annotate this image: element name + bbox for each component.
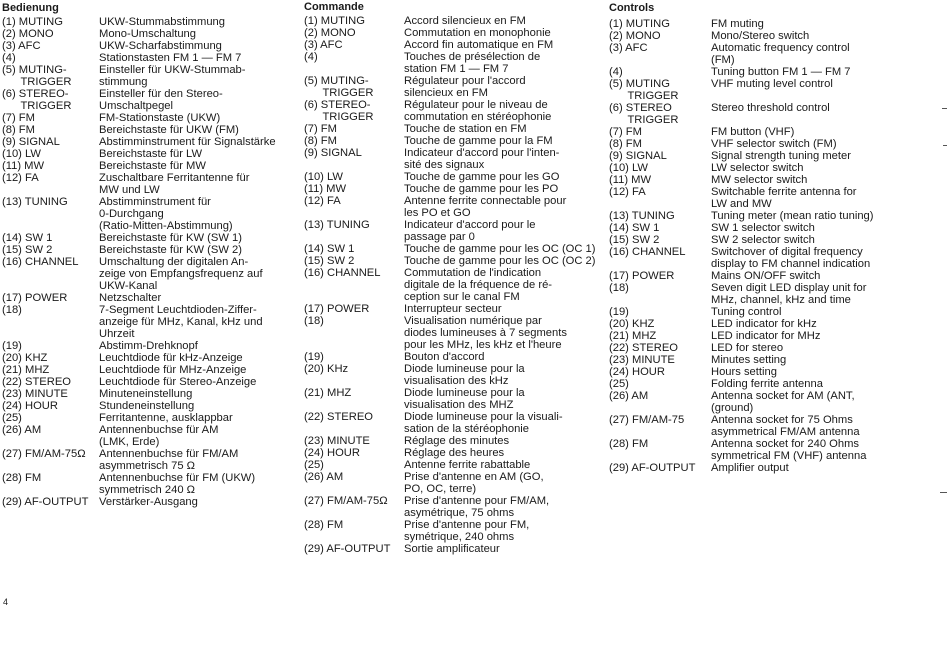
list-item — [304, 39, 604, 51]
item-description: Bouton d'accord — [404, 351, 485, 363]
item-label: (1) MUTING — [304, 15, 365, 27]
list-item — [304, 519, 604, 543]
list-item — [304, 267, 604, 303]
item-description: Prise d'antenne pour FM, symétrique, 240 ohms — [404, 519, 530, 543]
column-german — [2, 0, 300, 508]
item-description: Antennenbuchse für FM (UKW) symmetrisch 240 Ω — [99, 472, 256, 496]
list-item — [304, 303, 604, 315]
list-item — [304, 495, 604, 519]
item-description: Réglage des minutes — [404, 435, 510, 447]
item-label: (1) MUTING — [609, 18, 670, 30]
item-label: (24) HOUR — [2, 400, 58, 412]
list-item — [609, 30, 899, 42]
item-label: (1) MUTING — [2, 16, 63, 28]
list-item — [609, 66, 899, 78]
item-description: Bereichstaste für MW — [99, 160, 206, 172]
list-item — [2, 136, 300, 148]
list-item — [2, 424, 300, 448]
item-description: Minuteneinstellung — [99, 388, 193, 400]
item-description: LW selector switch — [711, 162, 804, 174]
list-item — [609, 42, 899, 66]
item-description: Antenna socket for 75 Ohms asymmetrical FM/AM antenna — [711, 414, 860, 438]
item-label: (23) MINUTE — [304, 435, 370, 447]
item-label: (14) SW 1 — [2, 232, 53, 244]
item-label: (29) AF-OUTPUT — [2, 496, 89, 508]
item-label: (19) — [609, 306, 629, 318]
item-label: (15) SW 2 — [2, 244, 53, 256]
item-label: (11) MW — [609, 174, 652, 186]
item-description: Tuning control — [711, 306, 782, 318]
item-label: (8) FM — [304, 135, 337, 147]
item-label: (2) MONO — [609, 30, 661, 42]
list-item — [609, 414, 899, 438]
item-label: (22) STEREO — [609, 342, 679, 354]
list-item — [304, 459, 604, 471]
item-description: Touche de station en FM — [404, 123, 527, 135]
item-description: Diode lumineuse pour la visualisation des kHz — [404, 363, 525, 387]
item-label: (16) CHANNEL — [2, 256, 79, 268]
item-label: (13) TUNING — [609, 210, 675, 222]
list-item — [2, 352, 300, 364]
list-item — [304, 363, 604, 387]
item-label: (28) FM — [304, 519, 344, 531]
item-label: (10) LW — [609, 162, 648, 174]
list-item — [2, 388, 300, 400]
list-item — [304, 543, 604, 555]
list-item — [609, 174, 899, 186]
item-label: (11) MW — [2, 160, 45, 172]
item-label: (22) STEREO — [2, 376, 72, 388]
list-item — [304, 123, 604, 135]
list-item — [2, 340, 300, 352]
list-item — [609, 366, 899, 378]
list-item — [304, 183, 604, 195]
list-item — [2, 160, 300, 172]
list-item — [609, 186, 899, 210]
item-description: Bereichstaste für LW — [99, 148, 203, 160]
item-description: Leuchtdiode für MHz-Anzeige — [99, 364, 247, 376]
item-label: (18) — [2, 304, 22, 316]
item-description: Indicateur d'accord pour l'inten- sité des signaux — [404, 147, 560, 171]
item-description: Antenna socket for AM (ANT, (ground) — [711, 390, 855, 414]
item-label: (12) FA — [609, 186, 646, 198]
list-item — [609, 18, 899, 30]
item-label: (9) SIGNAL — [2, 136, 60, 148]
item-label: (15) SW 2 — [609, 234, 660, 246]
list-item — [609, 210, 899, 222]
item-description: LED indicator for MHz — [711, 330, 821, 342]
item-label: (13) TUNING — [2, 196, 68, 208]
control-list-english — [609, 18, 899, 474]
item-label: (27) FM/AM-75 — [609, 414, 685, 426]
item-description: Tuning meter (mean ratio tuning) — [711, 210, 874, 222]
list-item — [304, 435, 604, 447]
list-item — [609, 150, 899, 162]
item-label: (23) MINUTE — [2, 388, 68, 400]
item-description: Stereo threshold control — [711, 102, 830, 114]
heading-commande: Commande — [304, 1, 364, 13]
list-item — [304, 51, 604, 75]
page-number: 4 — [3, 597, 9, 607]
item-description: Accord fin automatique en FM — [404, 39, 554, 51]
item-label: (6) STEREO- TRIGGER — [2, 88, 72, 112]
list-item — [609, 378, 899, 390]
item-description: Verstärker-Ausgang — [99, 496, 198, 508]
list-item — [2, 412, 300, 424]
column-english — [609, 0, 899, 474]
list-item — [304, 15, 604, 27]
item-label: (29) AF-OUTPUT — [609, 462, 696, 474]
list-item — [2, 196, 300, 232]
list-item — [609, 390, 899, 414]
list-item — [304, 219, 604, 243]
item-description: Leuchtdiode für kHz-Anzeige — [99, 352, 243, 364]
item-description: Folding ferrite antenna — [711, 378, 823, 390]
item-label: (25) — [609, 378, 629, 390]
list-item — [2, 124, 300, 136]
list-item — [2, 364, 300, 376]
list-item — [304, 195, 604, 219]
item-label: (19) — [2, 340, 22, 352]
heading-controls: Controls — [609, 2, 655, 14]
item-label: (20) KHZ — [609, 318, 655, 330]
item-description: Sortie amplificateur — [404, 543, 500, 555]
item-label: (4) — [2, 52, 16, 64]
item-description: Antennenbuchse für FM/AM asymmetrisch 75 Ω — [99, 448, 239, 472]
item-description: LED indicator for kHz — [711, 318, 817, 330]
item-label: (14) SW 1 — [304, 243, 355, 255]
item-description: Touches de présélection de station FM 1 — FM 7 — [404, 51, 541, 75]
list-item — [304, 27, 604, 39]
item-description: Signal strength tuning meter — [711, 150, 851, 162]
item-description: Antenne ferrite rabattable — [404, 459, 531, 471]
list-item — [304, 243, 604, 255]
item-description: Prise d'antenne pour FM/AM, asymétrique, 75 ohms — [404, 495, 550, 519]
item-label: (5) MUTING- TRIGGER — [304, 75, 374, 99]
list-item — [2, 88, 300, 112]
list-item — [2, 244, 300, 256]
item-description: Touche de gamme pour les PO — [404, 183, 559, 195]
list-item — [609, 354, 899, 366]
list-item — [609, 102, 899, 126]
item-label: (8) FM — [609, 138, 642, 150]
item-description: Antenna socket for 240 Ohms symmetrical FM (VHF) antenna — [711, 438, 867, 462]
item-description: Antenne ferrite connectable pour les PO et GO — [404, 195, 567, 219]
list-item — [609, 270, 899, 282]
item-description: Automatic frequency control (FM) — [711, 42, 850, 66]
item-label: (26) AM — [609, 390, 649, 402]
item-label: (3) AFC — [609, 42, 648, 54]
item-description: Régulateur pour le niveau de commutation en stéréophonie — [404, 99, 552, 123]
list-item — [304, 447, 604, 459]
list-item — [609, 126, 899, 138]
item-description: Touche de gamme pour les OC (OC 2) — [404, 255, 596, 267]
item-description: Indicateur d'accord pour le passage par 0 — [404, 219, 536, 243]
item-description: Mono-Umschaltung — [99, 28, 197, 40]
item-label: (14) SW 1 — [609, 222, 660, 234]
item-label: (21) MHZ — [609, 330, 657, 342]
list-item — [2, 16, 300, 28]
item-label: (7) FM — [609, 126, 642, 138]
column-french — [304, 0, 604, 555]
item-label: (4) — [304, 51, 318, 63]
list-item — [609, 234, 899, 246]
item-label: (28) FM — [609, 438, 649, 450]
item-label: (9) SIGNAL — [304, 147, 362, 159]
list-item — [304, 411, 604, 435]
list-item — [304, 255, 604, 267]
list-item — [2, 172, 300, 196]
item-label: (17) POWER — [304, 303, 370, 315]
item-description: Interrupteur secteur — [404, 303, 502, 315]
item-label: (10) LW — [304, 171, 343, 183]
edge-mark — [940, 492, 947, 493]
item-label: (3) AFC — [304, 39, 343, 51]
list-item — [304, 315, 604, 351]
item-description: Bereichstaste für UKW (FM) — [99, 124, 239, 136]
list-item — [2, 472, 300, 496]
item-label: (16) CHANNEL — [304, 267, 381, 279]
item-label: (7) FM — [2, 112, 35, 124]
item-label: (2) MONO — [304, 27, 356, 39]
item-description: Diode lumineuse pour la visuali- sation de la stéréophonie — [404, 411, 563, 435]
item-description: Switchover of digital frequency display to FM channel indication — [711, 246, 871, 270]
item-label: (24) HOUR — [609, 366, 665, 378]
list-item — [2, 112, 300, 124]
item-description: Seven digit LED display unit for MHz, channel, kHz and time — [711, 282, 867, 306]
item-description: Hours setting — [711, 366, 777, 378]
item-label: (2) MONO — [2, 28, 54, 40]
item-description: Switchable ferrite antenna for LW and MW — [711, 186, 857, 210]
item-label: (29) AF-OUTPUT — [304, 543, 391, 555]
list-item — [609, 438, 899, 462]
list-item — [2, 256, 300, 292]
list-item — [609, 222, 899, 234]
item-description: Minutes setting — [711, 354, 787, 366]
list-item — [304, 351, 604, 363]
list-item — [304, 471, 604, 495]
item-label: (5) MUTING TRIGGER — [609, 78, 679, 102]
list-item — [609, 462, 899, 474]
item-label: (11) MW — [304, 183, 347, 195]
list-item — [609, 342, 899, 354]
item-label: (27) FM/AM-75Ω — [2, 448, 86, 460]
item-label: (6) STEREO TRIGGER — [609, 102, 679, 126]
list-item — [2, 304, 300, 340]
item-label: (12) FA — [304, 195, 341, 207]
item-label: (6) STEREO- TRIGGER — [304, 99, 374, 123]
item-label: (10) LW — [2, 148, 41, 160]
item-label: (28) FM — [2, 472, 42, 484]
item-description: Touche de gamme pour les OC (OC 1) — [404, 243, 596, 255]
item-label: (7) FM — [304, 123, 337, 135]
item-label: (15) SW 2 — [304, 255, 355, 267]
item-description: Touche de gamme pour les GO — [404, 171, 560, 183]
item-description: Stundeneinstellung — [99, 400, 195, 412]
item-description: Stationstasten FM 1 — FM 7 — [99, 52, 242, 64]
item-description: SW 1 selector switch — [711, 222, 815, 234]
item-description: Abstimminstrument für 0-Durchgang (Ratio-Mitten-Abstimmung) — [99, 196, 233, 232]
item-description: UKW-Scharfabstimmung — [99, 40, 222, 52]
edge-mark — [943, 145, 947, 146]
item-label: (17) POWER — [609, 270, 675, 282]
item-description: Visualisation numérique par diodes lumineuses à 7 segments pour les MHz, les kHz et l'heure — [404, 315, 567, 351]
item-description: Tuning button FM 1 — FM 7 — [711, 66, 851, 78]
list-item — [304, 75, 604, 99]
heading-bedienung: Bedienung — [2, 2, 59, 14]
list-item — [2, 448, 300, 472]
item-label: (27) FM/AM-75Ω — [304, 495, 388, 507]
item-description: Leuchtdiode für Stereo-Anzeige — [99, 376, 257, 388]
item-label: (5) MUTING- TRIGGER — [2, 64, 72, 88]
item-label: (24) HOUR — [304, 447, 360, 459]
item-description: Réglage des heures — [404, 447, 505, 459]
item-description: UKW-Stummabstimmung — [99, 16, 225, 28]
item-label: (25) — [2, 412, 22, 424]
item-description: Commutation de l'indication digitale de la fréquence de ré- ception sur le canal FM — [404, 267, 553, 303]
list-item — [609, 138, 899, 150]
item-description: Bereichstaste für KW (SW 1) — [99, 232, 242, 244]
item-description: Mains ON/OFF switch — [711, 270, 821, 282]
list-item — [304, 171, 604, 183]
item-label: (26) AM — [304, 471, 344, 483]
item-label: (21) MHZ — [2, 364, 50, 376]
item-description: Umschaltung der digitalen An- zeige von Empfangsfrequenz auf UKW-Kanal — [99, 256, 263, 292]
item-description: VHF muting level control — [711, 78, 833, 90]
item-description: Régulateur pour l'accord silencieux en FM — [404, 75, 526, 99]
item-description: SW 2 selector switch — [711, 234, 815, 246]
list-item — [304, 99, 604, 123]
item-label: (8) FM — [2, 124, 35, 136]
item-description: LED for stereo — [711, 342, 784, 354]
item-description: Einsteller für UKW-Stummab- stimmung — [99, 64, 246, 88]
item-label: (20) KHz — [304, 363, 349, 375]
list-item — [2, 148, 300, 160]
item-description: VHF selector switch (FM) — [711, 138, 837, 150]
item-label: (13) TUNING — [304, 219, 370, 231]
edge-mark — [942, 108, 947, 109]
item-description: FM muting — [711, 18, 764, 30]
item-label: (22) STEREO — [304, 411, 374, 423]
list-item — [2, 376, 300, 388]
item-description: Prise d'antenne en AM (GO, PO, OC, terre) — [404, 471, 544, 495]
list-item — [609, 318, 899, 330]
item-description: Ferritantenne, ausklappbar — [99, 412, 233, 424]
item-description: Antennenbuchse für AM (LMK, Erde) — [99, 424, 219, 448]
item-label: (16) CHANNEL — [609, 246, 686, 258]
list-item — [304, 387, 604, 411]
item-description: FM-Stationstaste (UKW) — [99, 112, 221, 124]
list-item — [609, 246, 899, 270]
item-description: Diode lumineuse pour la visualisation des MHZ — [404, 387, 525, 411]
item-label: (18) — [304, 315, 324, 327]
item-description: Zuschaltbare Ferritantenne für MW und LW — [99, 172, 250, 196]
item-description: FM button (VHF) — [711, 126, 795, 138]
list-item — [2, 52, 300, 64]
item-label: (20) KHZ — [2, 352, 48, 364]
list-item — [609, 282, 899, 306]
item-label: (19) — [304, 351, 324, 363]
list-item — [2, 400, 300, 412]
control-list-german — [2, 16, 300, 508]
item-description: Abstimminstrument für Signalstärke — [99, 136, 276, 148]
item-label: (21) MHZ — [304, 387, 352, 399]
list-item — [304, 147, 604, 171]
list-item — [2, 232, 300, 244]
list-item — [2, 40, 300, 52]
item-description: Accord silencieux en FM — [404, 15, 526, 27]
list-item — [609, 306, 899, 318]
item-label: (26) AM — [2, 424, 42, 436]
list-item — [609, 162, 899, 174]
item-description: Bereichstaste für KW (SW 2) — [99, 244, 242, 256]
item-description: Einsteller für den Stereo- Umschaltpegel — [99, 88, 223, 112]
item-description: Touche de gamme pour la FM — [404, 135, 553, 147]
list-item — [609, 78, 899, 102]
item-description: Commutation en monophonie — [404, 27, 551, 39]
list-item — [304, 135, 604, 147]
item-description: MW selector switch — [711, 174, 808, 186]
item-description: Abstimm-Drehknopf — [99, 340, 198, 352]
item-description: Amplifier output — [711, 462, 789, 474]
item-description: Netzschalter — [99, 292, 162, 304]
list-item — [2, 28, 300, 40]
list-item — [2, 64, 300, 88]
item-label: (25) — [304, 459, 324, 471]
item-description: 7-Segment Leuchtdioden-Ziffer- anzeige für MHz, Kanal, kHz und Uhrzeit — [99, 304, 263, 340]
item-label: (3) AFC — [2, 40, 41, 52]
list-item — [2, 292, 300, 304]
item-label: (17) POWER — [2, 292, 68, 304]
list-item — [2, 496, 300, 508]
item-label: (4) — [609, 66, 623, 78]
item-label: (9) SIGNAL — [609, 150, 667, 162]
control-list-french — [304, 15, 604, 555]
item-label: (23) MINUTE — [609, 354, 675, 366]
list-item — [609, 330, 899, 342]
item-label: (18) — [609, 282, 629, 294]
item-description: Mono/Stereo switch — [711, 30, 810, 42]
item-label: (12) FA — [2, 172, 39, 184]
